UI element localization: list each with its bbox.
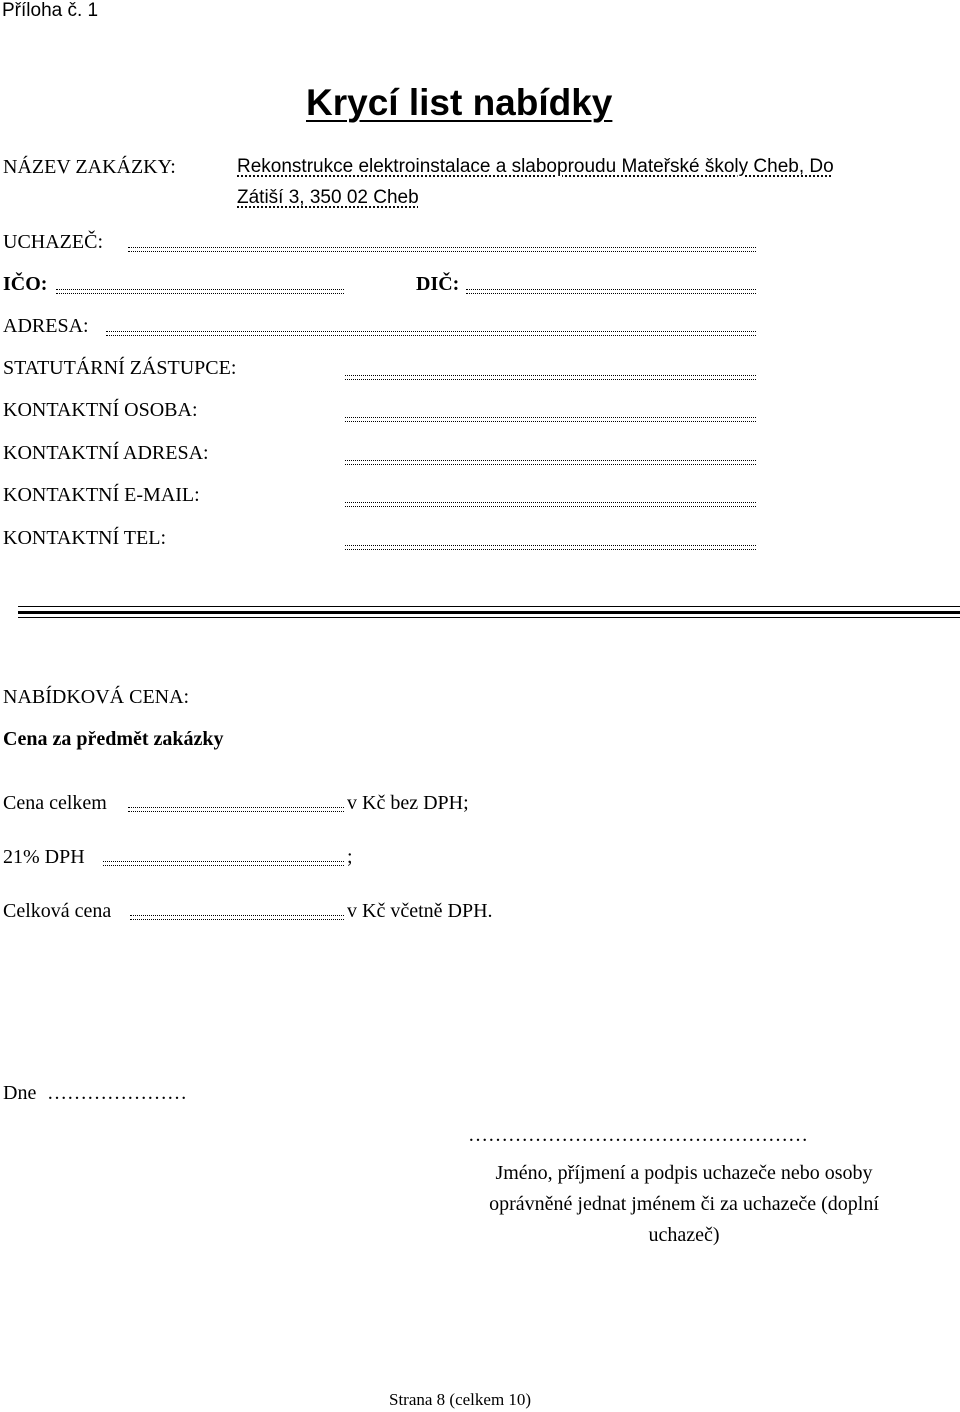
uchazec-field[interactable] [128,247,756,252]
kontakt-tel-field[interactable] [345,545,756,550]
separator-rule [18,611,960,614]
grand-suffix: v Kč včetně DPH. [347,900,493,922]
vat-suffix: ; [347,846,353,868]
uchazec-label: UCHAZEČ: [3,231,103,253]
page-number: Strana 8 (celkem 10) [389,1390,532,1409]
separator-rule [18,606,960,607]
date-field[interactable]: ………………… [47,1082,187,1104]
kontakt-osoba-label: KONTAKTNÍ OSOBA: [3,399,198,421]
signature-caption-line1: Jméno, příjmení a podpis uchazeče nebo osoby [495,1162,873,1184]
kontakt-adresa-label: KONTAKTNÍ ADRESA: [3,442,209,464]
price-subheading: Cena za předmět zakázky [3,728,224,750]
dic-field[interactable] [466,289,756,294]
kontakt-tel-label: KONTAKTNÍ TEL: [3,527,166,549]
annex-label: Příloha č. 1 [2,0,99,21]
total-label: Cena celkem [3,792,107,814]
ico-label: IČO: [3,273,48,295]
grand-label: Celková cena [3,900,112,922]
price-heading: NABÍDKOVÁ CENA: [3,686,190,708]
signature-caption-line2: oprávněné jednat jménem či za uchazeče (doplní [489,1193,879,1215]
signature-field[interactable]: …………………………………………… [468,1124,808,1146]
adresa-label: ADRESA: [3,315,89,337]
vat-label: 21% DPH [3,846,85,868]
page-title: Krycí list nabídky [306,82,613,123]
project-label: NÁZEV ZAKÁZKY: [3,156,176,178]
dic-label: DIČ: [416,273,460,295]
grand-field[interactable] [130,915,344,920]
adresa-field[interactable] [106,331,756,336]
vat-field[interactable] [103,861,344,866]
kontakt-email-field[interactable] [345,502,756,507]
kontakt-osoba-field[interactable] [345,417,756,422]
kontakt-adresa-field[interactable] [345,460,756,465]
total-field[interactable] [128,807,344,812]
ico-field[interactable] [56,289,344,294]
project-name-line1: Rekonstrukce elektroinstalace a slaboproudu Mateřské školy Cheb, Do [237,156,834,177]
kontakt-email-label: KONTAKTNÍ E-MAIL: [3,484,200,506]
total-suffix: v Kč bez DPH; [347,792,469,814]
separator-rule [18,617,960,618]
date-label: Dne [3,1082,37,1104]
statutarni-field[interactable] [345,375,756,380]
signature-caption-line3: uchazeč) [648,1224,720,1246]
project-name-line2: Zátiší 3, 350 02 Cheb [237,187,419,208]
statutarni-label: STATUTÁRNÍ ZÁSTUPCE: [3,357,237,379]
